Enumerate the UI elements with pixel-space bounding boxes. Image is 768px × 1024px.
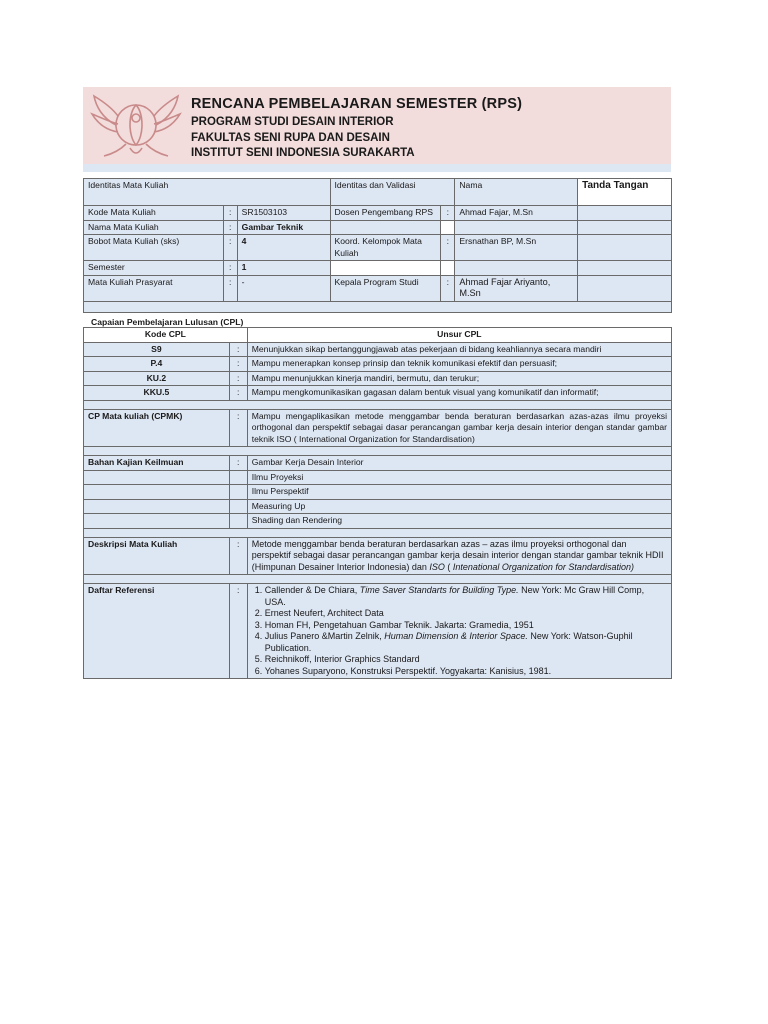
colon: : xyxy=(223,206,237,221)
cpl-text: Mampu menunjukkan kinerja mandiri, bermutu, dan terukur; xyxy=(247,371,671,386)
deskripsi-text-b: ( xyxy=(444,561,453,572)
cpl-code: S9 xyxy=(84,342,230,357)
identity-head-col4: Tanda Tangan xyxy=(578,179,672,206)
document-title: RENCANA PEMBELAJARAN SEMESTER (RPS) xyxy=(191,96,523,112)
cpl-header-row xyxy=(84,328,672,343)
signature-cell xyxy=(578,206,672,221)
row-value: SR1503103 xyxy=(237,206,330,221)
cpl-text: Mampu mengkomunikasikan gagasan dalam bentuk visual yang komunikatif dan informatif; xyxy=(247,386,671,401)
table-row xyxy=(84,206,672,221)
validator-name xyxy=(455,220,578,235)
colon xyxy=(441,261,455,276)
empty-cell xyxy=(229,470,247,485)
validation-label xyxy=(330,220,441,235)
identity-head-col2: Identitas dan Validasi xyxy=(330,179,455,206)
colon: : xyxy=(223,220,237,235)
identity-table xyxy=(83,178,672,313)
referensi-label: Daftar Referensi xyxy=(84,584,230,679)
list-item: 2. Ernest Neufert, Architect Data xyxy=(265,608,667,620)
empty-cell xyxy=(84,470,230,485)
deskripsi-text xyxy=(247,537,671,575)
cpl-code: KKU.5 xyxy=(84,386,230,401)
colon: : xyxy=(229,342,247,357)
validator-name: Ersnathan BP, M.Sn xyxy=(455,235,578,261)
colon: : xyxy=(229,537,247,575)
signature-cell xyxy=(578,261,672,276)
cpl-code: KU.2 xyxy=(84,371,230,386)
bahan-row xyxy=(84,456,672,471)
header-strip xyxy=(83,164,671,172)
row-label: Semester xyxy=(84,261,224,276)
colon: : xyxy=(223,275,237,301)
colon: : xyxy=(229,386,247,401)
table-row xyxy=(84,342,672,357)
list-item: Ilmu Perspektif xyxy=(247,485,671,500)
colon: : xyxy=(223,235,237,261)
cpmk-label: CP Mata kuliah (CPMK) xyxy=(84,409,230,447)
cpmk-row xyxy=(84,409,672,447)
deskripsi-italic: Intenational Organization for Standardisation) xyxy=(452,561,634,572)
bahan-row xyxy=(84,470,672,485)
colon: : xyxy=(229,409,247,447)
validator-name: Ahmad Fajar, M.Sn xyxy=(455,206,578,221)
table-row xyxy=(84,220,672,235)
spacer-row xyxy=(84,400,672,409)
row-value: - xyxy=(237,275,330,301)
list-item: Ilmu Proyeksi xyxy=(247,470,671,485)
validation-label: Koord. Kelompok Mata Kuliah xyxy=(330,235,441,261)
title-block xyxy=(191,96,522,162)
institute-line: INSTITUT SENI INDONESIA SURAKARTA xyxy=(191,147,415,159)
referensi-row xyxy=(84,584,672,679)
bahan-row xyxy=(84,514,672,529)
validator-name xyxy=(455,261,578,276)
table-row xyxy=(84,357,672,372)
cpl-text: Mampu menerapkan konsep prinsip dan teknik komunikasi efektif dan persuasif; xyxy=(247,357,671,372)
list-item: 4. Julius Panero &Martin Zelnik, Human Dimension & Interior Space. New York: Watson-Guphil Publication. xyxy=(265,631,667,654)
referensi-list xyxy=(247,584,671,679)
empty-cell xyxy=(84,514,230,529)
row-value: Gambar Teknik xyxy=(237,220,330,235)
cpmk-text: Mampu mengaplikasikan metode menggambar benda beraturan berdasarkan azas-azas ilmu proyeksi orthogonal dan perspektif sebagai dasar perancangan gambar kerja desain interior dengan standar gambar teknik ISO ( International Organization for Standardisation) xyxy=(247,409,671,447)
course-content-table xyxy=(83,327,672,679)
identity-head-col3: Nama xyxy=(455,179,578,206)
spacer-row xyxy=(84,301,672,312)
table-row xyxy=(84,371,672,386)
colon xyxy=(441,220,455,235)
colon: : xyxy=(223,261,237,276)
table-row xyxy=(84,275,672,301)
empty-cell xyxy=(84,499,230,514)
cpl-col-unsur: Unsur CPL xyxy=(247,328,671,343)
signature-cell xyxy=(578,235,672,261)
validation-label xyxy=(330,261,441,276)
row-label: Mata Kuliah Prasyarat xyxy=(84,275,224,301)
validator-name: Ahmad Fajar Ariyanto, M.Sn xyxy=(455,275,578,301)
list-item: 6. Yohanes Suparyono, Konstruksi Perspektif. Yogyakarta: Kanisius, 1981. xyxy=(265,666,667,678)
colon: : xyxy=(441,275,455,301)
row-label: Bobot Mata Kuliah (sks) xyxy=(84,235,224,261)
colon: : xyxy=(229,371,247,386)
signature-cell xyxy=(578,275,672,301)
colon: : xyxy=(229,357,247,372)
identity-head-col1: Identitas Mata Kuliah xyxy=(84,179,331,206)
row-value: 4 xyxy=(237,235,330,261)
bahan-label: Bahan Kajian Keilmuan xyxy=(84,456,230,471)
identity-header-row xyxy=(84,179,672,206)
empty-cell xyxy=(84,485,230,500)
empty-cell xyxy=(229,514,247,529)
table-row xyxy=(84,235,672,261)
validation-label: Kepala Program Studi xyxy=(330,275,441,301)
bahan-row xyxy=(84,499,672,514)
list-item: 5. Reichnikoff, Interior Graphics Standard xyxy=(265,654,667,666)
spacer-row xyxy=(84,575,672,584)
row-value: 1 xyxy=(237,261,330,276)
colon: : xyxy=(441,206,455,221)
cpl-section-title: Capaian Pembelajaran Lulusan (CPL) xyxy=(91,317,244,327)
list-item: 3. Homan FH, Pengetahuan Gambar Teknik. Jakarta: Gramedia, 1951 xyxy=(265,620,667,632)
cpl-code: P.4 xyxy=(84,357,230,372)
row-label: Nama Mata Kuliah xyxy=(84,220,224,235)
cpl-col-kode: Kode CPL xyxy=(84,328,248,343)
cpl-text: Menunjukkan sikap bertanggungjawab atas pekerjaan di bidang keahliannya secara mandiri xyxy=(247,342,671,357)
spacer-row xyxy=(84,447,672,456)
faculty-line: FAKULTAS SENI RUPA DAN DESAIN xyxy=(191,131,390,144)
deskripsi-row xyxy=(84,537,672,575)
row-label: Kode Mata Kuliah xyxy=(84,206,224,221)
list-item: Measuring Up xyxy=(247,499,671,514)
program-line: PROGRAM STUDI DESAIN INTERIOR xyxy=(191,116,394,128)
table-row xyxy=(84,261,672,276)
deskripsi-iso: ISO xyxy=(429,561,445,572)
colon: : xyxy=(229,456,247,471)
spacer-row xyxy=(84,528,672,537)
validation-label: Dosen Pengembang RPS xyxy=(330,206,441,221)
deskripsi-text-a: Metode menggambar benda beraturan berdasarkan azas – azas ilmu proyeksi orthogonal dan perspektif sebagai dasar perancangan gambar kerja desain interior dengan standar gambar teknik HDII (Himpunan Desainer Interior Indonesia) dan xyxy=(251,538,664,572)
list-item: 1. Callender & De Chiara, Time Saver Standarts for Building Type. New York: Mc Graw Hill Comp, USA. xyxy=(265,585,667,608)
list-item: Shading dan Rendering xyxy=(247,514,671,529)
empty-cell xyxy=(229,499,247,514)
table-row xyxy=(84,386,672,401)
garuda-emblem-icon xyxy=(88,88,184,162)
bahan-row xyxy=(84,485,672,500)
list-item: Gambar Kerja Desain Interior xyxy=(247,456,671,471)
colon: : xyxy=(229,584,247,679)
signature-cell xyxy=(578,220,672,235)
deskripsi-label: Deskripsi Mata Kuliah xyxy=(84,537,230,575)
empty-cell xyxy=(229,485,247,500)
colon: : xyxy=(441,235,455,261)
